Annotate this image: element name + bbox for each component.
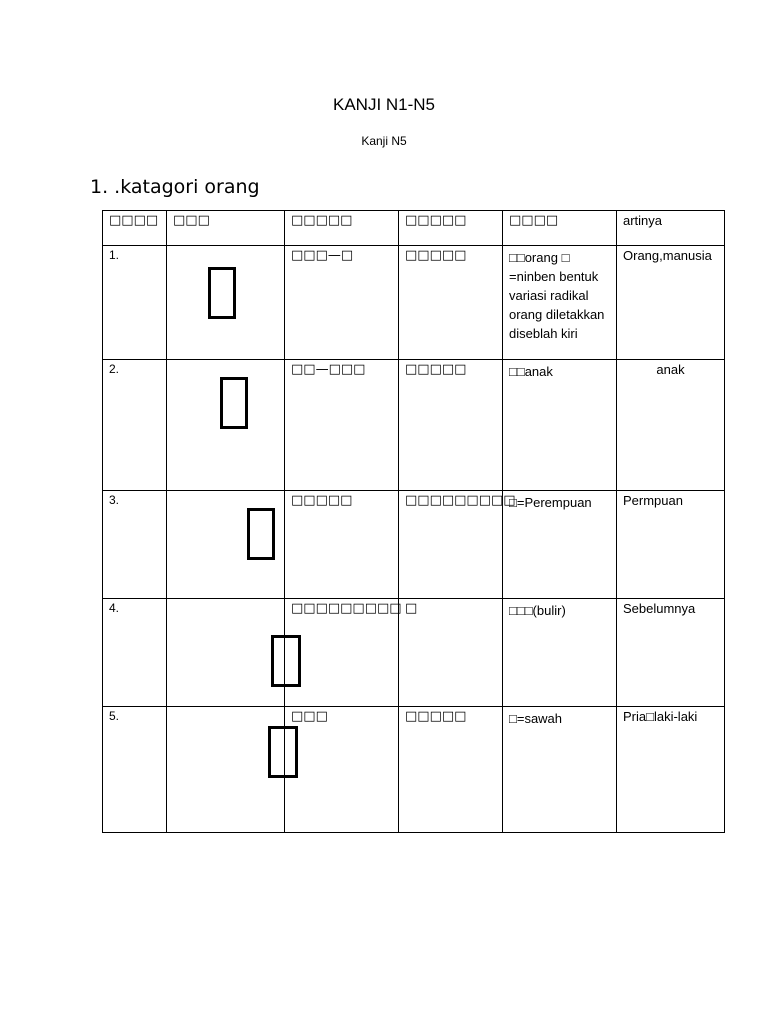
reading-a: □□□ xyxy=(285,707,399,833)
table-row xyxy=(103,599,725,707)
reading-a: □□—□□□ xyxy=(285,360,399,491)
table-row xyxy=(103,360,725,491)
kanji-note: □□□(bulir) xyxy=(503,599,617,707)
header-kanji: □□□ xyxy=(167,211,285,246)
reading-b: □□□□□ xyxy=(399,246,503,360)
kanji-meaning: Orang,manusia xyxy=(617,246,725,360)
kanji-glyph xyxy=(271,635,301,687)
kanji-note: □□anak xyxy=(503,360,617,491)
kanji-meaning: Sebelumnya xyxy=(617,599,725,707)
header-note: □□□□ xyxy=(503,211,617,246)
document-subtitle: Kanji N5 xyxy=(361,134,407,148)
header-number: □□□□ xyxy=(103,211,167,246)
kanji-table xyxy=(102,210,725,833)
header-meaning: artinya xyxy=(617,211,725,246)
header-reading-a: □□□□□ xyxy=(285,211,399,246)
kanji-cell xyxy=(167,246,285,360)
reading-b: □ xyxy=(399,599,503,707)
kanji-meaning: Pria□laki-laki xyxy=(617,707,725,833)
kanji-glyph xyxy=(268,726,298,778)
kanji-cell xyxy=(167,360,285,491)
row-number: 2. xyxy=(103,360,167,491)
table-header-row xyxy=(103,211,725,246)
kanji-glyph xyxy=(220,377,248,429)
row-number: 3. xyxy=(103,491,167,599)
reading-b: □□□□□ xyxy=(399,707,503,833)
row-number: 1. xyxy=(103,246,167,360)
reading-a: □□□□□□□□□ xyxy=(285,599,399,707)
section-heading: 1. .katagori orang xyxy=(90,176,260,198)
reading-a: □□□□□ xyxy=(285,491,399,599)
table-row xyxy=(103,491,725,599)
kanji-cell xyxy=(167,599,285,707)
kanji-glyph xyxy=(247,508,275,560)
kanji-meaning: anak xyxy=(617,360,725,491)
row-number: 5. xyxy=(103,707,167,833)
table-row xyxy=(103,246,725,360)
reading-b: □□□□□ xyxy=(399,360,503,491)
kanji-glyph xyxy=(208,267,236,319)
reading-b: □□□□□□□□□ xyxy=(399,491,503,599)
row-number: 4. xyxy=(103,599,167,707)
kanji-note: □=sawah xyxy=(503,707,617,833)
kanji-note: □=Perempuan xyxy=(503,491,617,599)
kanji-cell xyxy=(167,707,285,833)
kanji-cell xyxy=(167,491,285,599)
kanji-note: □□orang □ =ninben bentuk variasi radikal orang diletakkan diseblah kiri xyxy=(503,246,617,360)
header-reading-b: □□□□□ xyxy=(399,211,503,246)
reading-a: □□□—□ xyxy=(285,246,399,360)
kanji-meaning: Permpuan xyxy=(617,491,725,599)
document-title: KANJI N1-N5 xyxy=(332,95,436,114)
table-row xyxy=(103,707,725,833)
